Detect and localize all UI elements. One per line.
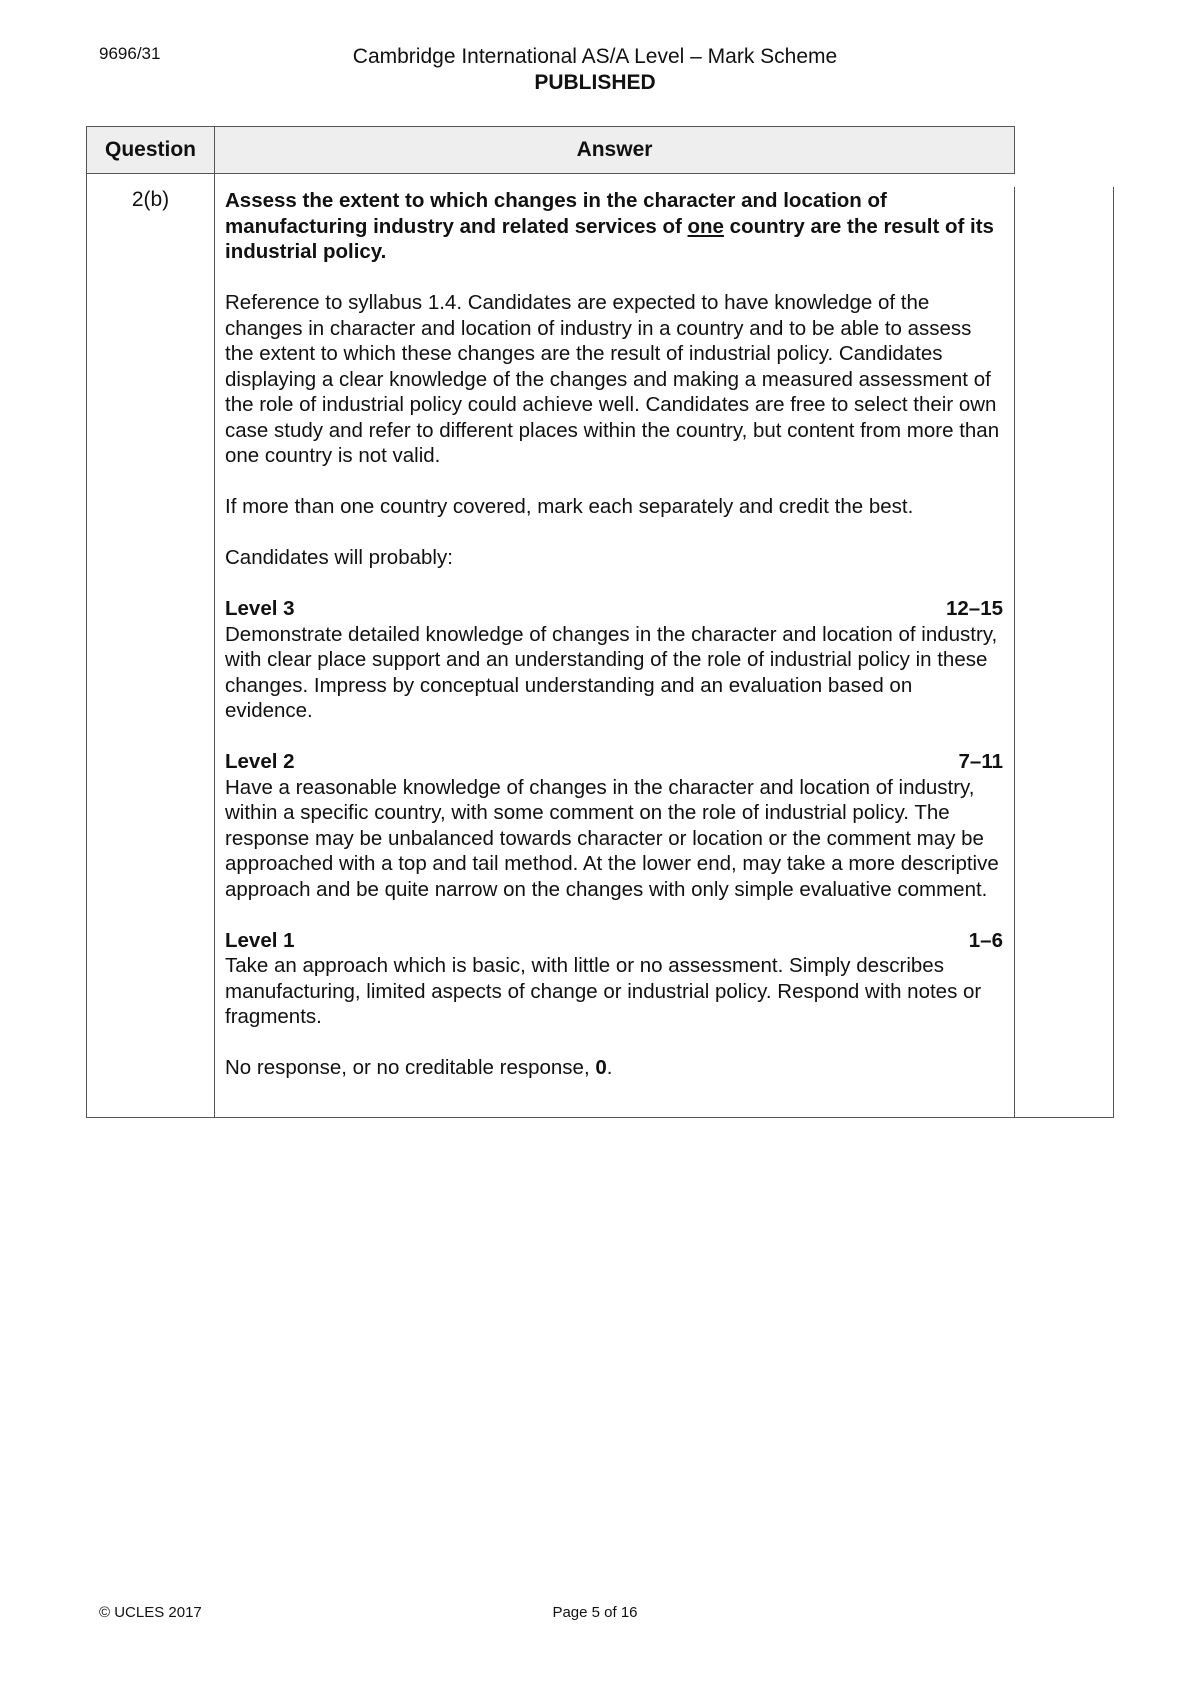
guidance-paragraph: Reference to syllabus 1.4. Candidates are expected to have knowledge of the changes in character and location of industry in a country and to be able to assess the extent to which these changes are the result of industrial policy. Candidates displaying a clear knowledge of the changes and making a measured assessment of the role of industrial policy could achieve well. Candidates are free to select their own case study and refer to different places within the country, but content from more than one country is not valid. — [225, 291, 1000, 467]
no-response-text: No response, or no creditable response, — [225, 1056, 596, 1079]
level-block — [225, 749, 1003, 902]
answer-cell — [225, 188, 1003, 1106]
multiple-country-note: If more than one country covered, mark each separately and credit the best. — [225, 495, 914, 518]
level-header — [225, 596, 1003, 622]
no-response-mark: 0 — [595, 1056, 607, 1079]
level-label: Level 3 — [225, 597, 295, 620]
copyright-notice: © UCLES 2017 — [99, 1604, 202, 1621]
table-border-right — [1113, 187, 1114, 1118]
level-marks: 7–11 — [958, 750, 1003, 773]
question-column-header: Question — [86, 126, 215, 174]
prompt-underlined-word: one — [687, 214, 724, 238]
candidates-intro: Candidates will probably: — [225, 546, 453, 569]
level-header — [225, 749, 1003, 775]
level-header — [225, 928, 1003, 954]
question-prompt — [225, 188, 1003, 265]
level-description: Demonstrate detailed knowledge of changes in the character and location of industry, with clear place support and an understanding of the role of industrial policy in these changes. Impress by conceptual understanding and an evaluation based on evidence. — [225, 622, 998, 722]
level-description: Take an approach which is basic, with little or no assessment. Simply describes manufacturing, limited aspects of change or industrial policy. Respond with notes or fragments. — [225, 954, 982, 1028]
table-border-bottom — [86, 1117, 1114, 1118]
page-number: Page 5 of 16 — [552, 1604, 638, 1621]
answer-column-header: Answer — [214, 126, 1015, 174]
paper-code: 9696/31 — [99, 44, 161, 63]
level-marks: 1–6 — [968, 928, 1003, 952]
level-block — [225, 596, 1003, 724]
published-label: PUBLISHED — [534, 71, 656, 94]
level-marks: 12–15 — [945, 597, 1003, 620]
level-description: Have a reasonable knowledge of changes in the character and location of industry, within a specific country, with some comment on the role of industrial policy. The response may be unbalanced towards character or location or the comment may be approached with a top and tail method. At the lower end, may take a more descriptive approach and be quite narrow on the changes with only simple evaluative comment. — [225, 775, 999, 901]
table-border-col2 — [1014, 187, 1015, 1118]
question-number: 2(b) — [131, 188, 170, 211]
prompt-text-end: country are the result of its industrial policy. — [225, 214, 994, 263]
title-text: Cambridge International AS/A Level – Mark Scheme — [352, 45, 838, 68]
no-response-end: . — [606, 1056, 613, 1079]
table-border-left — [86, 174, 87, 1118]
table-border-col1 — [214, 174, 215, 1118]
level-block — [225, 928, 1003, 1030]
no-response-line — [225, 1055, 1003, 1081]
level-label: Level 2 — [225, 750, 295, 773]
document-title — [0, 44, 1190, 96]
level-label: Level 1 — [225, 928, 295, 952]
prompt-text: Assess the extent to which changes in the character and location of manufacturing industry and related services of — [225, 189, 887, 238]
